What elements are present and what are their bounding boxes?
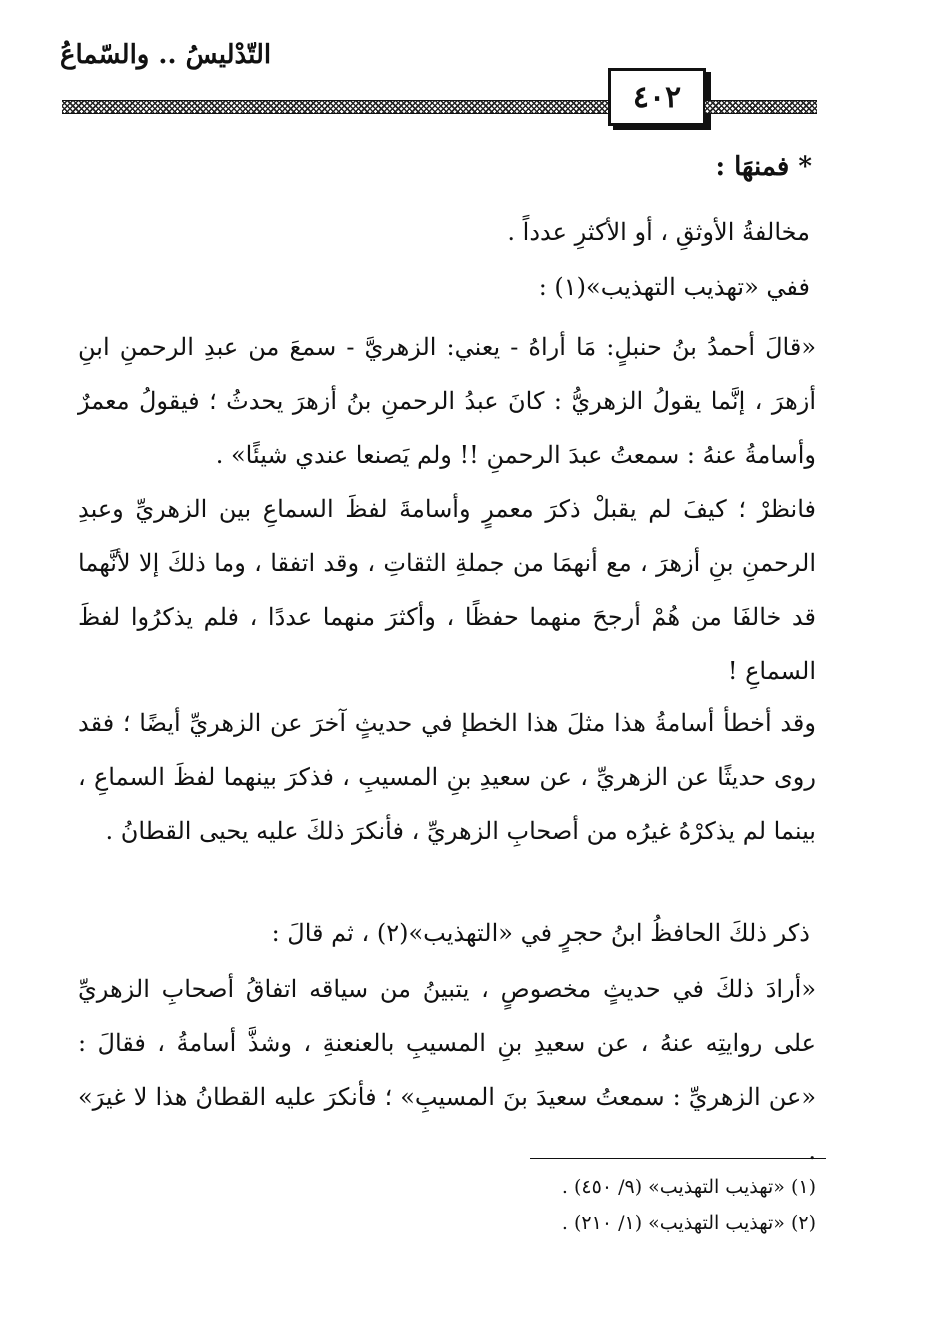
header-ornament-rule-left: [62, 100, 610, 114]
paragraph: وقد أخطأ أسامةُ هذا مثلَ هذا الخطإ في حديثٍ آخرَ عن الزهريِّ أيضًا ؛ فقد روى حديثًا عن الزهريِّ ، عن سعيدِ بنِ المسيبِ ، فذكرَ بينهما لفظَ السماعِ ، بينما لم يذكرْهُ غيرُه من أصحابِ الزهريِّ ، فأنكرَ ذلكَ عليه يحيى القطانُ .: [78, 709, 816, 845]
paragraph: فانظرْ ؛ كيفَ لم يقبلْ ذكرَ معمرٍ وأسامةَ لفظَ السماعِ بين الزهريِّ وعبدِ الرحمنِ بنِ أزهرَ ، مع أنهمَا من جملةِ الثقاتِ ، وقد اتفقا ، وما ذلكَ إلا لأنَّهما قد خالفَا من هُمْ أرجحَ منهما حفظًا ، وأكثرَ منهما عددًا ، فلم يذكرُوا لفظَ السماعِ !: [78, 495, 816, 685]
paragraph: ذكر ذلكَ الحافظُ ابنُ حجرٍ في «التهذيب»(٢) ، ثم قالَ :: [271, 919, 810, 947]
footnote: (١) «تهذيب التهذيب» (٩/ ٤٥٠) .: [561, 1176, 816, 1198]
quotation-paragraph: «قالَ أحمدُ بنُ حنبلٍ: مَا أراهُ - يعني: الزهريَّ - سمعَ من عبدِ الرحمنِ ابنِ أزهرَ ، إنَّما يقولُ الزهريُّ : كانَ عبدُ الرحمنِ بنُ أزهرَ يحدثُ ؛ فيقولُ معمرٌ وأسامةُ عنهُ : سمعتُ عبدَ الرحمنِ !! ولم يَصنعا عندي شيئًا» .: [78, 333, 816, 469]
quotation-paragraph: «أرادَ ذلكَ في حديثٍ مخصوصٍ ، يتبينُ من سياقه اتفاقُ أصحابِ الزهريِّ على روايتِه عنهُ ، عن سعيدِ بنِ المسيبِ بالعنعنةِ ، وشذَّ أسامةُ ، فقالَ : «عن الزهريِّ : سمعتُ سعيدَ بنَ المسيبِ» ؛ فأنكرَ عليه القطانُ هذا لا غيرَ» .: [78, 975, 816, 1165]
paragraph: ففي «تهذيب التهذيب»(١) :: [538, 273, 810, 301]
running-title: التّدْليسُ .. والسّماعُ: [60, 40, 272, 70]
footnote: (٢) «تهذيب التهذيب» (١/ ٢١٠) .: [561, 1212, 816, 1234]
footnote-separator: [530, 1158, 826, 1159]
header-ornament-rule-right: [705, 100, 817, 114]
section-heading: * فمنهَا :: [715, 152, 812, 182]
paragraph: مخالفةُ الأوثقِ ، أو الأكثرِ عدداً .: [507, 218, 810, 246]
page-number: ٤٠٢: [608, 68, 706, 126]
